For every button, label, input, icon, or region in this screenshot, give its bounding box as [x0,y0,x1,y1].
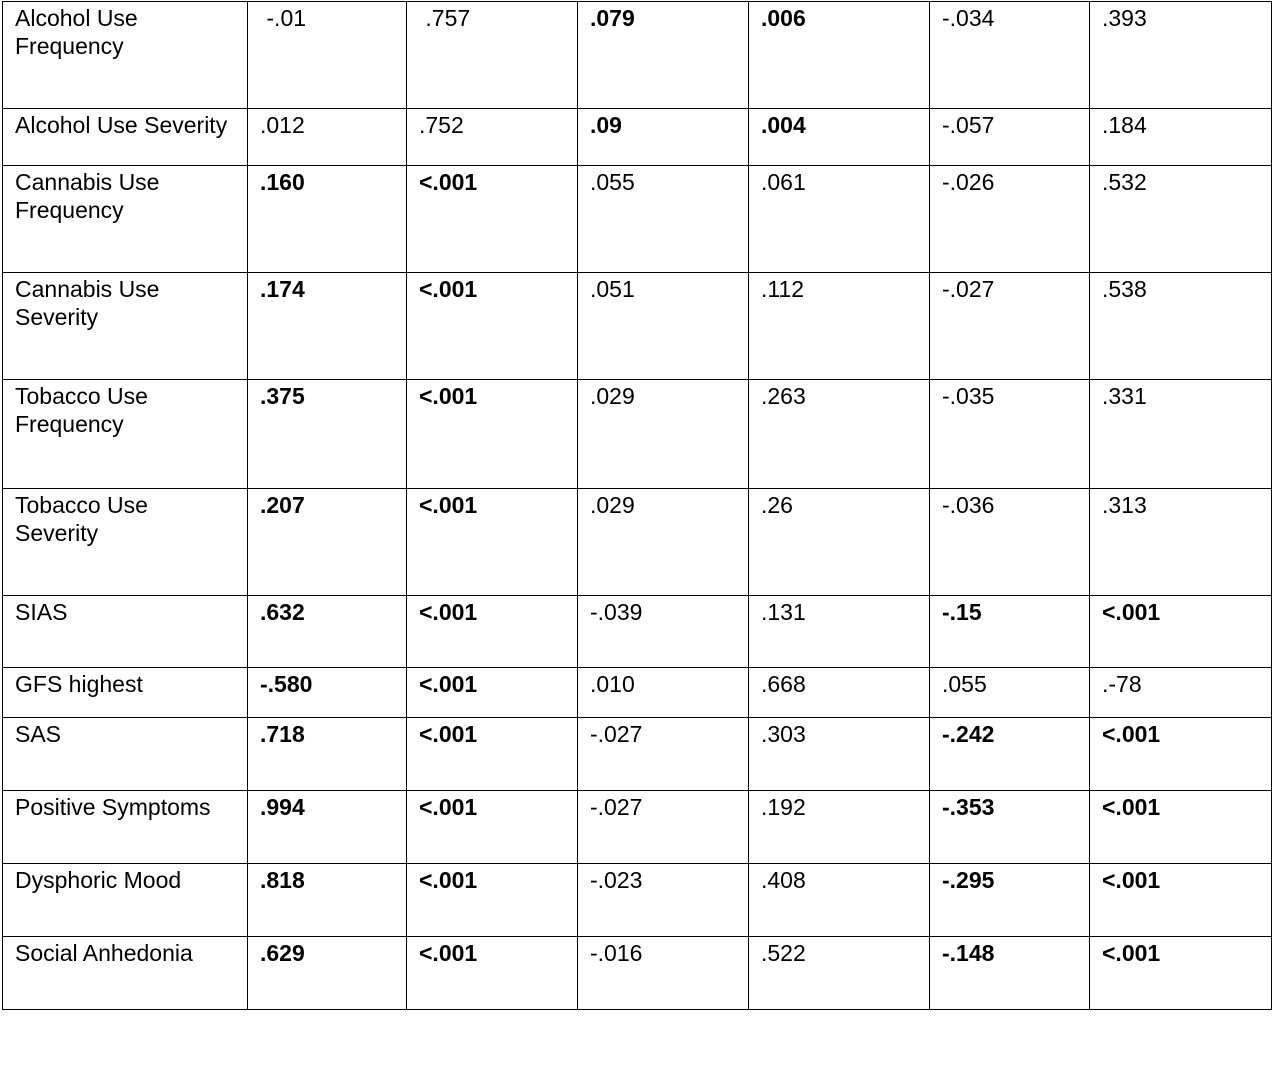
table-cell: .375 [248,380,407,489]
table-cell: -.295 [930,864,1090,937]
table-cell: .522 [749,937,930,1010]
table-cell: -.036 [930,489,1090,596]
table-row [3,489,1272,596]
table-cell: .09 [578,109,749,166]
table-row [3,380,1272,489]
table-row [3,791,1272,864]
table-cell: <.001 [1090,596,1272,668]
table-cell: .26 [749,489,930,596]
table-cell: <.001 [1090,864,1272,937]
table-cell: -.035 [930,380,1090,489]
table-cell: -.01 [248,2,407,109]
table-body [3,2,1272,1010]
row-label: Dysphoric Mood [3,864,248,937]
table-cell: .668 [749,668,930,718]
table-cell: .757 [407,2,578,109]
table-cell: -.039 [578,596,749,668]
table-cell: .629 [248,937,407,1010]
table-row [3,2,1272,109]
table-cell: .408 [749,864,930,937]
table-cell: <.001 [407,596,578,668]
table-cell: <.001 [1090,718,1272,791]
row-label: GFS highest [3,668,248,718]
table-cell: .029 [578,489,749,596]
row-label: Social Anhedonia [3,937,248,1010]
table-cell: .051 [578,273,749,380]
row-label: Alcohol Use Severity [3,109,248,166]
table-row [3,166,1272,273]
table-cell: .029 [578,380,749,489]
row-label: Positive Symptoms [3,791,248,864]
table-cell: .818 [248,864,407,937]
table-cell: .752 [407,109,578,166]
table-cell: <.001 [407,166,578,273]
table-cell: .538 [1090,273,1272,380]
table-cell: -.016 [578,937,749,1010]
table-cell: <.001 [407,380,578,489]
table-cell: .303 [749,718,930,791]
table-cell: -.027 [578,791,749,864]
table-cell: .393 [1090,2,1272,109]
table-cell: .010 [578,668,749,718]
table-cell: .313 [1090,489,1272,596]
table-cell: <.001 [1090,791,1272,864]
table-cell: -.580 [248,668,407,718]
table-cell: .004 [749,109,930,166]
table-row [3,273,1272,380]
table-cell: .160 [248,166,407,273]
table-cell: <.001 [1090,937,1272,1010]
table-row [3,668,1272,718]
table-cell: -.242 [930,718,1090,791]
table-cell: <.001 [407,489,578,596]
table-cell: .532 [1090,166,1272,273]
results-table [2,1,1272,1010]
table-cell: .632 [248,596,407,668]
table-cell: .055 [930,668,1090,718]
table-cell: <.001 [407,718,578,791]
row-label: Tobacco Use Severity [3,489,248,596]
table-cell: .192 [749,791,930,864]
table-cell: -.023 [578,864,749,937]
table-cell: .061 [749,166,930,273]
table-cell: -.026 [930,166,1090,273]
table-row [3,864,1272,937]
table-cell: .184 [1090,109,1272,166]
table-cell: .263 [749,380,930,489]
table-cell: .331 [1090,380,1272,489]
table-cell: .112 [749,273,930,380]
row-label: Alcohol Use Frequency [3,2,248,109]
table-row [3,718,1272,791]
table-cell: <.001 [407,668,578,718]
row-label: Cannabis Use Severity [3,273,248,380]
table-cell: <.001 [407,864,578,937]
table-cell: .079 [578,2,749,109]
table-cell: -.027 [930,273,1090,380]
row-label: Tobacco Use Frequency [3,380,248,489]
row-label: SAS [3,718,248,791]
table-cell: .174 [248,273,407,380]
table-cell: -.15 [930,596,1090,668]
table-cell: .006 [749,2,930,109]
table-cell: <.001 [407,273,578,380]
table-cell: -.353 [930,791,1090,864]
table-cell: -.148 [930,937,1090,1010]
table-row [3,109,1272,166]
table-cell: .718 [248,718,407,791]
row-label: SIAS [3,596,248,668]
table-cell: <.001 [407,937,578,1010]
table-row [3,596,1272,668]
table-cell: -.057 [930,109,1090,166]
row-label: Cannabis Use Frequency [3,166,248,273]
table-cell: .055 [578,166,749,273]
table-cell: .207 [248,489,407,596]
table-cell: .994 [248,791,407,864]
table-cell: -.034 [930,2,1090,109]
table-cell: .-78 [1090,668,1272,718]
table-row [3,937,1272,1010]
table-cell: -.027 [578,718,749,791]
table-cell: <.001 [407,791,578,864]
table-cell: .012 [248,109,407,166]
table-cell: .131 [749,596,930,668]
